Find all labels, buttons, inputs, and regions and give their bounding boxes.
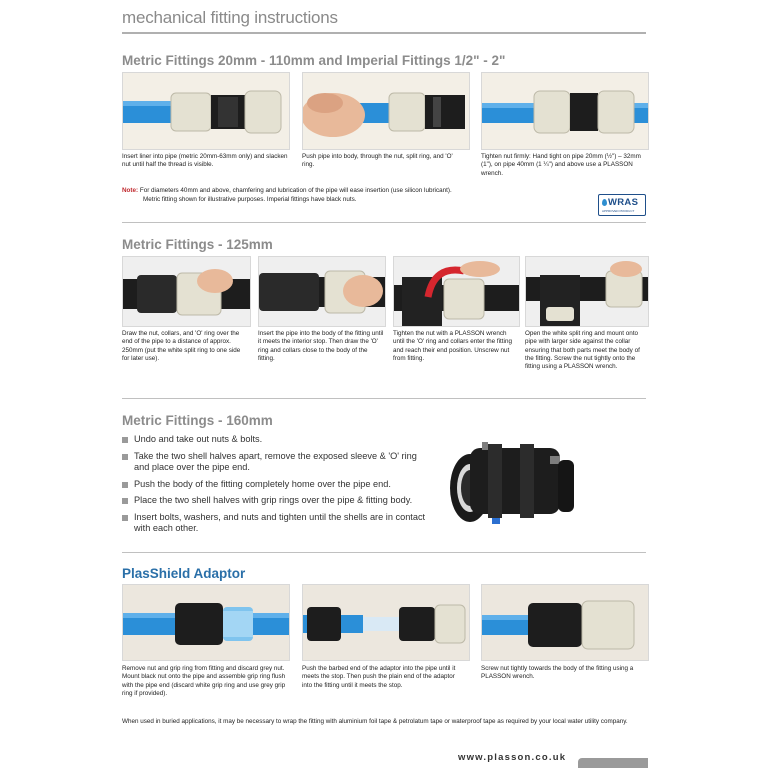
list-item: Push the body of the fitting completely home over the pipe end. (122, 479, 432, 491)
wras-logo-text: WRAS (608, 197, 639, 208)
photo-125-insert-pipe (258, 256, 386, 327)
wras-logo-subtext: APPROVED PRODUCT (602, 209, 635, 213)
header-divider (122, 32, 646, 34)
wras-logo (598, 194, 646, 216)
caption-125-step-2: Insert the pipe into the body of the fitting until it meets the interior stop. Then draw the 'O' ring and collars close to the body of the fitting. (258, 330, 384, 362)
section-title-metric-160: Metric Fittings - 160mm (122, 413, 273, 428)
instructions-list (122, 434, 432, 540)
caption-push-pipe: Push pipe into body, through the nut, split ring, and 'O' ring. (302, 153, 453, 169)
photo-tighten-nut (481, 72, 649, 150)
caption-tighten-nut: Tighten nut firmly: Hand tight on pipe 20mm (½") – 32mm (1"), on pipe 40mm (1 ¼") and above use a PLASSON wrench. (481, 153, 641, 177)
caption-insert-liner: Insert liner into pipe (metric 20mm-63mm only) and slacken nut until half the thread is visible. (122, 153, 288, 169)
list-item: Take the two shell halves apart, remove the exposed sleeve & 'O' ring and place over the pipe end. (122, 451, 432, 474)
photo-125-tighten-wrench (393, 256, 520, 327)
caption-125-step-3: Tighten the nut with a PLASSON wrench until the 'O' ring and collars enter the fitting and reach their end position. Unscrew nut from fitting. (393, 330, 512, 362)
caption-plasshield-step-2: Push the barbed end of the adaptor into the pipe until it meets the stop. Then push the plain end of the adaptor into the fitting until it meets the stop. (302, 665, 456, 689)
caption-plasshield-step-1: Remove nut and grip ring from fitting and discard grey nut. Mount black nut onto the pipe and assemble grip ring flush with the pipe end (discard white grip ring and use grey grip ring if provided). (122, 665, 286, 697)
caption-plasshield-step-3: Screw nut tightly towards the body of the fitting using a PLASSON wrench. (481, 665, 634, 681)
note-line-1: For diameters 40mm and above, chamfering and lubrication of the pipe will ease insertion (use silicon lubricant). (139, 187, 452, 194)
note (122, 186, 452, 204)
photo-125-split-ring (525, 256, 649, 327)
water-drop-icon (602, 199, 607, 206)
note-label: Note: (122, 187, 139, 194)
section-title-metric-125: Metric Fittings - 125mm (122, 237, 273, 252)
footer-bar (578, 758, 648, 768)
section-divider (122, 222, 646, 223)
caption-125-step-4: Open the white split ring and mount onto pipe with larger side against the collar ensuring that both parts meet the body of the fitting. Screw the nut tightly onto the fitting using a PLASSON wrench. (525, 330, 640, 371)
section-title-plasshield: PlasShield Adaptor (122, 566, 246, 581)
photo-plasshield-push-adaptor (302, 584, 470, 661)
section-title-metric-imperial: Metric Fittings 20mm - 110mm and Imperial Fittings 1/2" - 2" (122, 53, 506, 68)
website-link[interactable]: www.plasson.co.uk (458, 752, 567, 763)
section-divider (122, 552, 646, 553)
footer-note: When used in buried applications, it may be necessary to wrap the fitting with aluminium foil tape & petrolatum tape or waterproof tape as required by your local water utility company. (122, 718, 628, 725)
note-line-2: Metric fitting shown for illustrative purposes. Imperial fittings have black nuts. (143, 196, 357, 203)
photo-plasshield-screw-nut (481, 584, 649, 661)
photo-125-draw-nut (122, 256, 251, 327)
caption-125-step-1: Draw the nut, collars, and 'O' ring over the end of the pipe to a distance of approx. 250mm (put the white split ring to one side for later use). (122, 330, 241, 362)
photo-push-pipe (302, 72, 470, 150)
list-item: Insert bolts, washers, and nuts and tighten until the shells are in contact with each other. (122, 512, 432, 535)
page-title: mechanical fitting instructions (122, 8, 338, 27)
section-divider (122, 398, 646, 399)
list-item: Undo and take out nuts & bolts. (122, 434, 432, 446)
list-item: Place the two shell halves with grip rings over the pipe & fitting body. (122, 495, 432, 507)
photo-160-fitting (442, 430, 580, 530)
photo-plasshield-remove-nut (122, 584, 290, 661)
photo-insert-liner (122, 72, 290, 150)
